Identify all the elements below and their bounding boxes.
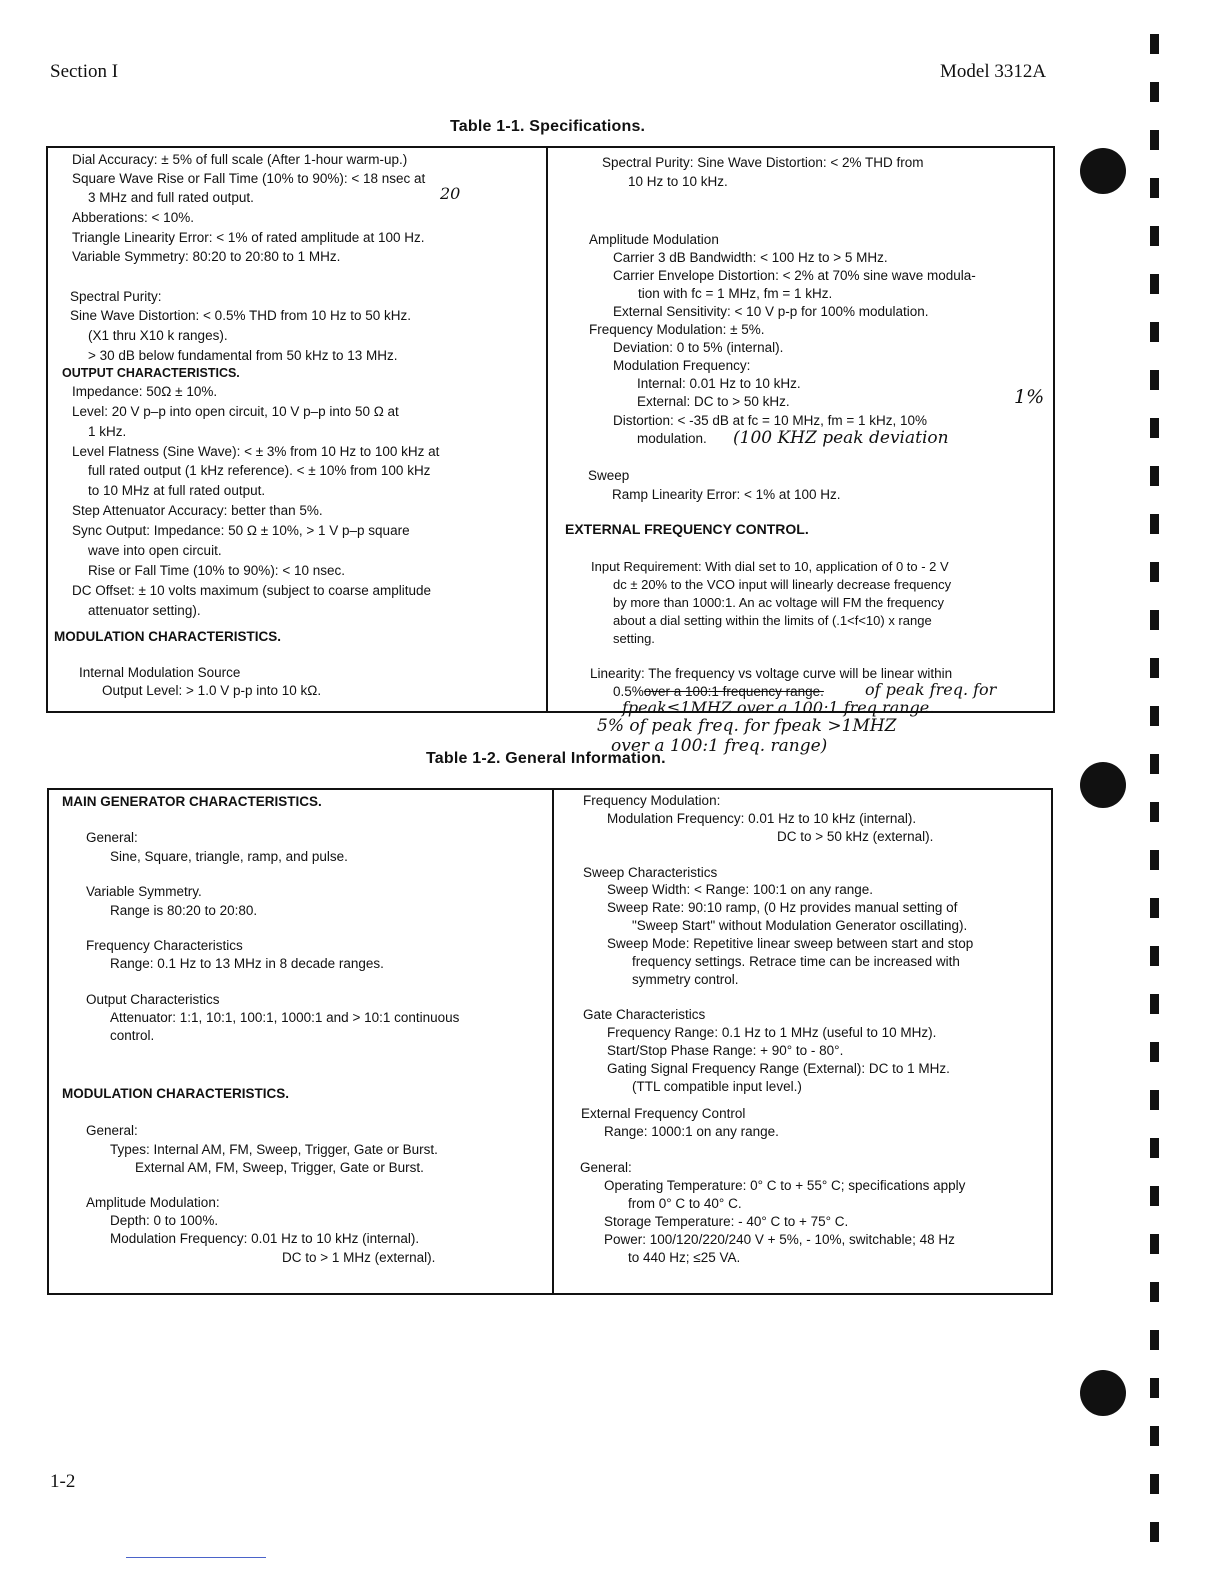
struck-text: over a 100:1 frequency range.	[643, 684, 824, 699]
spec-line: External: DC to > 50 kHz.	[637, 394, 790, 409]
spec-line: Carrier 3 dB Bandwidth: < 100 Hz to > 5 MHz.	[613, 250, 888, 265]
handwritten-note: fpeak≤1MHZ over a 100:1 freq range.	[622, 698, 935, 717]
section-heading: OUTPUT CHARACTERISTICS.	[62, 366, 240, 380]
edge-mark	[1150, 370, 1159, 390]
spec-line: Spectral Purity: Sine Wave Distortion: < 2% THD from	[602, 155, 924, 170]
edge-mark	[1150, 562, 1159, 582]
info-line: "Sweep Start" without Modulation Generator oscillating).	[632, 918, 968, 933]
spec-line: full rated output (1 kHz reference). < ± 10% from 100 kHz	[88, 463, 431, 478]
spec-line: External Sensitivity: < 10 V p-p for 100% modulation.	[613, 304, 929, 319]
spec-line: Linearity: The frequency vs voltage curve will be linear within	[590, 666, 953, 681]
info-line: Range: 1000:1 on any range.	[604, 1124, 779, 1139]
edge-mark	[1150, 34, 1159, 54]
spec-line: Level Flatness (Sine Wave): < ± 3% from 10 Hz to 100 kHz at	[72, 444, 440, 459]
spec-line: Rise or Fall Time (10% to 90%): < 10 nsec.	[88, 563, 345, 578]
binder-hole	[1080, 762, 1126, 808]
spec-line: > 30 dB below fundamental from 50 kHz to 13 MHz.	[88, 348, 398, 363]
edge-mark	[1150, 1042, 1159, 1062]
info-line: Operating Temperature: 0° C to + 55° C; specifications apply	[604, 1178, 966, 1193]
spec-line: Sync Output: Impedance: 50 Ω ± 10%, > 1 V p–p square	[72, 523, 410, 538]
spec-line: Internal Modulation Source	[79, 665, 241, 680]
section-heading: MODULATION CHARACTERISTICS.	[54, 629, 281, 644]
info-line: Sweep Rate: 90:10 ramp, (0 Hz provides manual setting of	[607, 900, 958, 915]
edge-mark	[1150, 226, 1159, 246]
spec-line: tion with fc = 1 MHz, fm = 1 kHz.	[638, 286, 833, 301]
edge-mark	[1150, 82, 1159, 102]
edge-mark	[1150, 1426, 1159, 1446]
spec-line: to 10 MHz at full rated output.	[88, 483, 266, 498]
spec-line: Frequency Modulation: ± 5%.	[589, 322, 765, 337]
info-line: symmetry control.	[632, 972, 739, 987]
edge-mark	[1150, 898, 1159, 918]
spec-line: Sweep	[588, 468, 630, 483]
spec-line: 0.5%over a 100:1 frequency range.	[613, 684, 824, 699]
spec-line: DC Offset: ± 10 volts maximum (subject to coarse amplitude	[72, 583, 432, 598]
spec-line: Triangle Linearity Error: < 1% of rated amplitude at 100 Hz.	[72, 230, 425, 245]
spec-line: Impedance: 50Ω ± 10%.	[72, 384, 218, 399]
edge-mark	[1150, 322, 1159, 342]
spec-line: attenuator setting).	[88, 603, 201, 618]
info-line: Frequency Range: 0.1 Hz to 1 MHz (useful to 10 MHz).	[607, 1025, 937, 1040]
spec-line: Carrier Envelope Distortion: < 2% at 70% sine wave modula-	[613, 268, 976, 283]
info-line: Modulation Frequency: 0.01 Hz to 10 kHz (internal).	[607, 811, 917, 826]
edge-mark	[1150, 1234, 1159, 1254]
edge-mark	[1150, 1138, 1159, 1158]
spec-line: Step Attenuator Accuracy: better than 5%.	[72, 503, 323, 518]
page-number: 1-2	[50, 1471, 76, 1492]
edge-mark	[1150, 1282, 1159, 1302]
edge-mark	[1150, 130, 1159, 150]
info-line: General:	[86, 1123, 138, 1138]
spec-line: (X1 thru X10 k ranges).	[88, 328, 228, 343]
spec-line: 10 Hz to 10 kHz.	[628, 174, 728, 189]
edge-mark	[1150, 706, 1159, 726]
info-line: Variable Symmetry.	[86, 884, 202, 899]
handwritten-note: of peak freq. for	[865, 680, 997, 699]
edge-mark	[1150, 466, 1159, 486]
info-line: from 0° C to 40° C.	[628, 1196, 742, 1211]
info-line: External AM, FM, Sweep, Trigger, Gate or Burst.	[135, 1160, 424, 1175]
edge-mark	[1150, 1474, 1159, 1494]
spec-line: 1 kHz.	[88, 424, 127, 439]
spec-line: 3 MHz and full rated output.	[88, 190, 254, 205]
info-line: Storage Temperature: - 40° C to + 75° C.	[604, 1214, 849, 1229]
info-line: General:	[86, 830, 138, 845]
section-heading: MAIN GENERATOR CHARACTERISTICS.	[62, 794, 322, 809]
footer-rule	[126, 1557, 266, 1558]
edge-mark	[1150, 274, 1159, 294]
spec-line: by more than 1000:1. An ac voltage will FM the frequency	[613, 595, 944, 610]
info-line: DC to > 1 MHz (external).	[282, 1250, 436, 1265]
info-line: Gating Signal Frequency Range (External): DC to 1 MHz.	[607, 1061, 950, 1076]
spec-line: Output Level: > 1.0 V p-p into 10 kΩ.	[102, 683, 322, 698]
spec-line: Variable Symmetry: 80:20 to 20:80 to 1 MHz.	[72, 249, 341, 264]
info-line: Start/Stop Phase Range: + 90° to - 80°.	[607, 1043, 844, 1058]
edge-mark	[1150, 658, 1159, 678]
spec-line: Sine Wave Distortion: < 0.5% THD from 10 Hz to 50 kHz.	[70, 308, 412, 323]
spec-line: about a dial setting within the limits of (.1<f<10) x range	[613, 613, 932, 628]
section-heading: EXTERNAL FREQUENCY CONTROL.	[565, 521, 809, 537]
spec-line: dc ± 20% to the VCO input will linearly decrease frequency	[613, 577, 952, 592]
info-line: Power: 100/120/220/240 V + 5%, - 10%, switchable; 48 Hz	[604, 1232, 955, 1247]
info-line: Gate Characteristics	[583, 1007, 706, 1022]
handwritten-note: (100 KHZ peak deviation	[733, 428, 949, 448]
info-line: (TTL compatible input level.)	[632, 1079, 802, 1094]
edge-mark	[1150, 178, 1159, 198]
edge-mark	[1150, 514, 1159, 534]
info-line: Range: 0.1 Hz to 13 MHz in 8 decade ranges.	[110, 956, 384, 971]
handwritten-correction: 20	[440, 184, 461, 203]
spec-line: Spectral Purity:	[70, 289, 162, 304]
spec-line: Amplitude Modulation	[589, 232, 719, 247]
handwritten-note: 5% of peak freq. for fpeak >1MHZ	[597, 716, 897, 736]
spec-line: Distortion: < -35 dB at fc = 10 MHz, fm = 1 kHz, 10%	[613, 413, 928, 428]
edge-mark	[1150, 1522, 1159, 1542]
info-line: Sine, Square, triangle, ramp, and pulse.	[110, 849, 348, 864]
info-line: Range is 80:20 to 20:80.	[110, 903, 258, 918]
edge-mark	[1150, 1090, 1159, 1110]
edge-mark	[1150, 1330, 1159, 1350]
spec-line: Abberations: < 10%.	[72, 210, 194, 225]
info-line: Sweep Width: < Range: 100:1 on any range.	[607, 882, 874, 897]
spec-line: modulation.	[637, 431, 707, 446]
table-1-2-title: Table 1-2. General Information.	[426, 750, 666, 767]
table-1-2-divider	[552, 788, 554, 1295]
info-line: Frequency Modulation:	[583, 793, 721, 808]
edge-mark	[1150, 754, 1159, 774]
edge-mark	[1150, 1186, 1159, 1206]
table-1-1-title: Table 1-1. Specifications.	[450, 118, 646, 135]
info-line: to 440 Hz; ≤25 VA.	[628, 1250, 741, 1265]
info-line: Output Characteristics	[86, 992, 220, 1007]
spec-line: Level: 20 V p–p into open circuit, 10 V p–p into 50 Ω at	[72, 404, 399, 419]
edge-mark	[1150, 994, 1159, 1014]
spec-line: Modulation Frequency:	[613, 358, 751, 373]
binder-hole	[1080, 148, 1126, 194]
spec-line: Dial Accuracy: ± 5% of full scale (After 1-hour warm-up.)	[72, 152, 408, 167]
info-line: External Frequency Control	[581, 1106, 746, 1121]
handwritten-correction: 1%	[1014, 386, 1045, 408]
info-line: General:	[580, 1160, 632, 1175]
edge-mark	[1150, 610, 1159, 630]
edge-mark	[1150, 418, 1159, 438]
table-1-1-divider	[546, 146, 548, 713]
info-line: Frequency Characteristics	[86, 938, 243, 953]
section-heading: MODULATION CHARACTERISTICS.	[62, 1086, 289, 1101]
section-label: Section I	[50, 61, 119, 82]
info-line: frequency settings. Retrace time can be increased with	[632, 954, 960, 969]
edge-mark	[1150, 850, 1159, 870]
edge-mark	[1150, 946, 1159, 966]
spec-line: Square Wave Rise or Fall Time (10% to 90%): < 18 nsec at	[72, 171, 426, 186]
info-line: Types: Internal AM, FM, Sweep, Trigger, Gate or Burst.	[110, 1142, 438, 1157]
spec-line: Deviation: 0 to 5% (internal).	[613, 340, 784, 355]
edge-mark	[1150, 1378, 1159, 1398]
model-label: Model 3312A	[940, 61, 1047, 82]
handwritten-note: over a 100:1 freq. range)	[611, 736, 828, 756]
info-line: Amplitude Modulation:	[86, 1195, 220, 1210]
spec-line: Input Requirement: With dial set to 10, application of 0 to - 2 V	[591, 559, 949, 574]
info-line: Attenuator: 1:1, 10:1, 100:1, 1000:1 and > 10:1 continuous	[110, 1010, 460, 1025]
spec-line: setting.	[613, 631, 655, 646]
info-line: Modulation Frequency: 0.01 Hz to 10 kHz (internal).	[110, 1231, 420, 1246]
info-line: control.	[110, 1028, 155, 1043]
spec-line: Internal: 0.01 Hz to 10 kHz.	[637, 376, 801, 391]
spec-line: Ramp Linearity Error: < 1% at 100 Hz.	[612, 487, 841, 502]
edge-mark	[1150, 802, 1159, 822]
spec-line: wave into open circuit.	[88, 543, 222, 558]
info-line: Sweep Characteristics	[583, 865, 718, 880]
info-line: DC to > 50 kHz (external).	[777, 829, 934, 844]
info-line: Depth: 0 to 100%.	[110, 1213, 219, 1228]
binder-hole	[1080, 1370, 1126, 1416]
info-line: Sweep Mode: Repetitive linear sweep between start and stop	[607, 936, 974, 951]
